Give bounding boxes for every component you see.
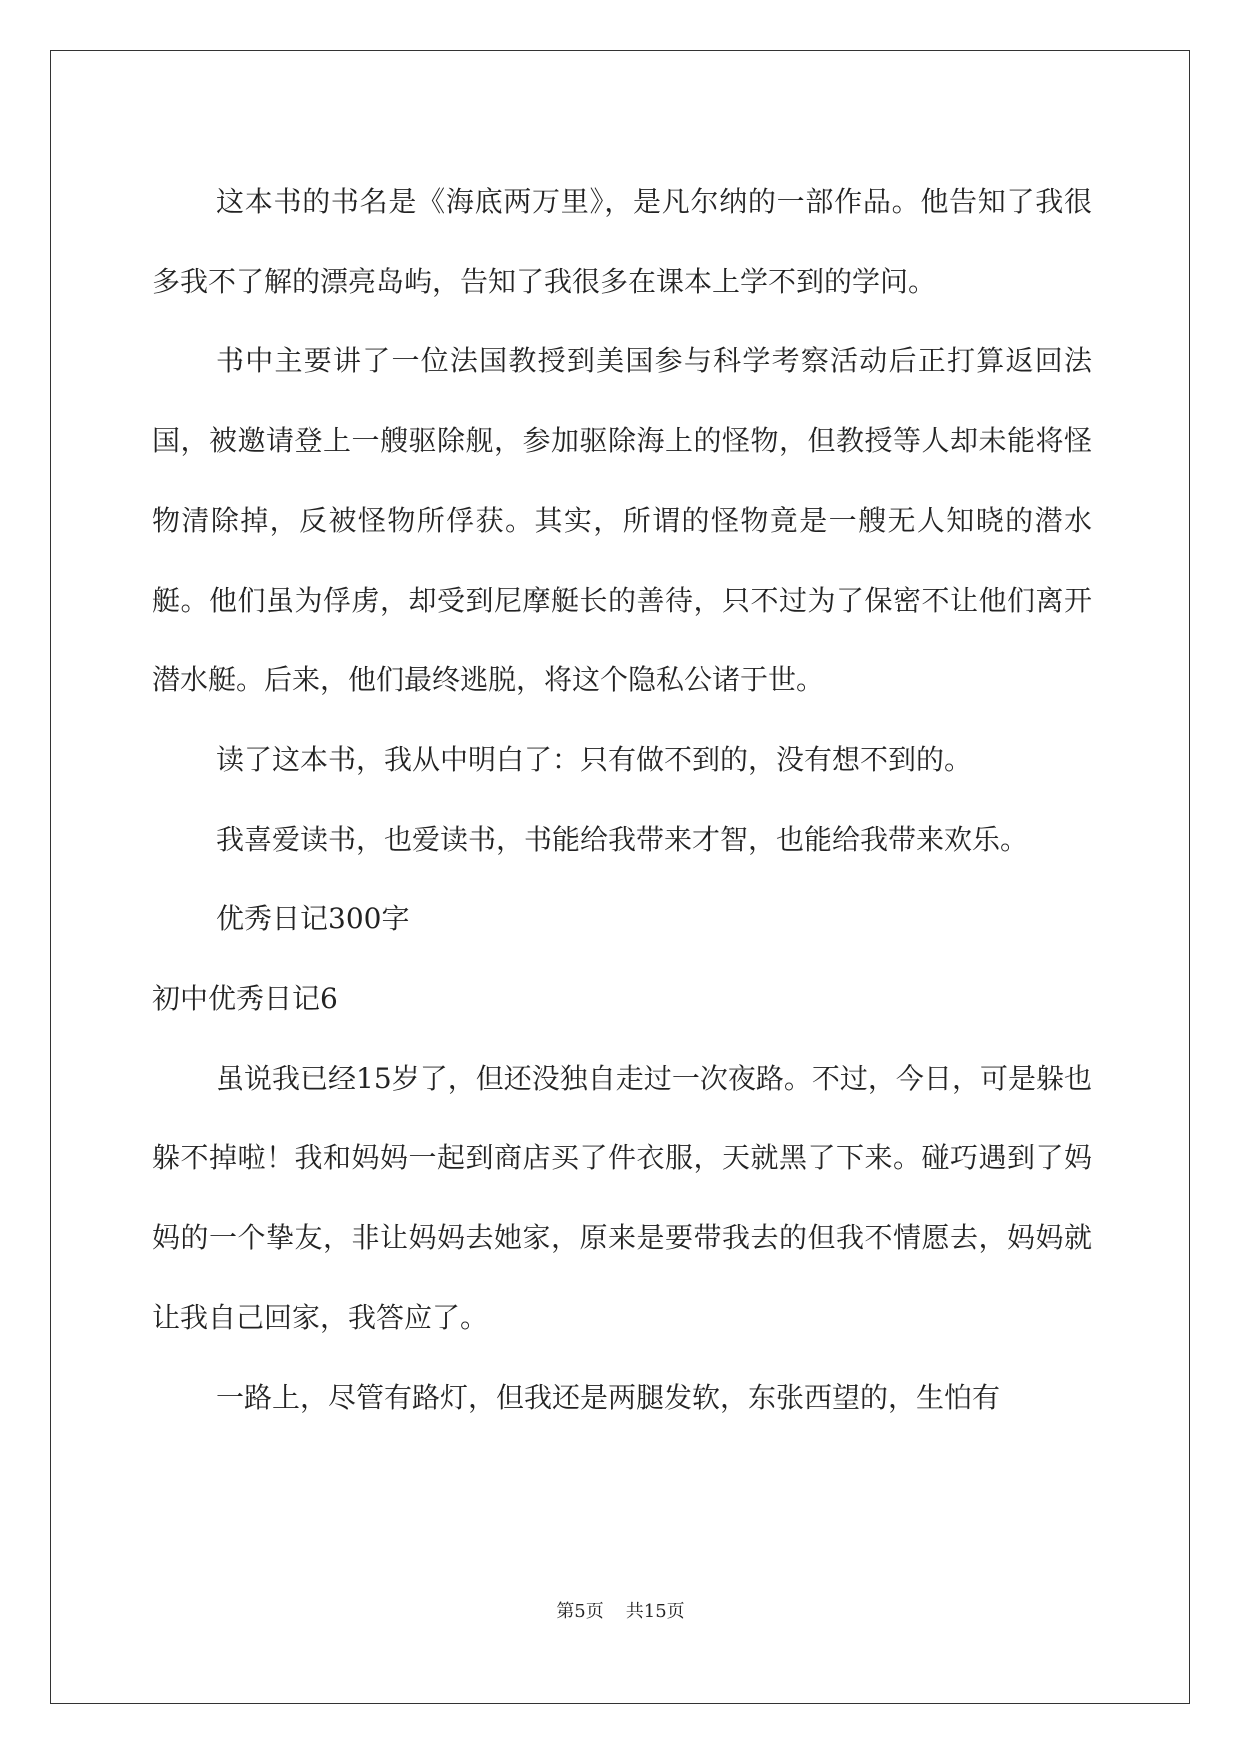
page-total: 共15页 xyxy=(625,1601,685,1622)
section-subtitle: 优秀日记300字 xyxy=(216,902,410,936)
page-number: 第5页 xyxy=(556,1601,604,1622)
paragraph-book-intro: 这本书的书名是《海底两万里》，是凡尔纳的一部作品。他告知了我很多我不了解的漂亮岛屿，告知了我很多在课本上学不到的学问。 xyxy=(152,185,1092,298)
paragraph-on-the-road: 一路上，尽管有路灯，但我还是两腿发软，东张西望的，生怕有 xyxy=(216,1380,1001,1414)
document-body xyxy=(152,162,1092,1437)
paragraph-night-walk: 虽说我已经15岁了，但还没独自走过一次夜路。不过，今日，可是躲也躲不掉啦！我和妈妈一起到商店买了件衣服，天就黑了下来。碰巧遇到了妈妈的一个挚友，非让妈妈去她家，原来是要带我去的但我不情愿去，妈妈就让我自己回家，我答应了。 xyxy=(152,1061,1092,1334)
section-heading: 初中优秀日记6 xyxy=(152,982,338,1016)
paragraph-love-reading: 我喜爱读书，也爱读书，书能给我带来才智，也能给我带来欢乐。 xyxy=(216,822,1029,856)
paragraph-lesson: 读了这本书，我从中明白了：只有做不到的，没有想不到的。 xyxy=(216,742,973,776)
page-footer xyxy=(0,1597,1241,1623)
paragraph-book-summary: 书中主要讲了一位法国教授到美国参与科学考察活动后正打算返回法国，被邀请登上一艘驱除舰，参加驱除海上的怪物，但教授等人却未能将怪物清除掉，反被怪物所俘获。其实，所谓的怪物竟是一艘无人知晓的潜水艇。他们虽为俘虏，却受到尼摩艇长的善待，只不过为了保密不让他们离开潜水艇。后来，他们最终逃脱，将这个隐私公诸于世。 xyxy=(152,344,1092,697)
